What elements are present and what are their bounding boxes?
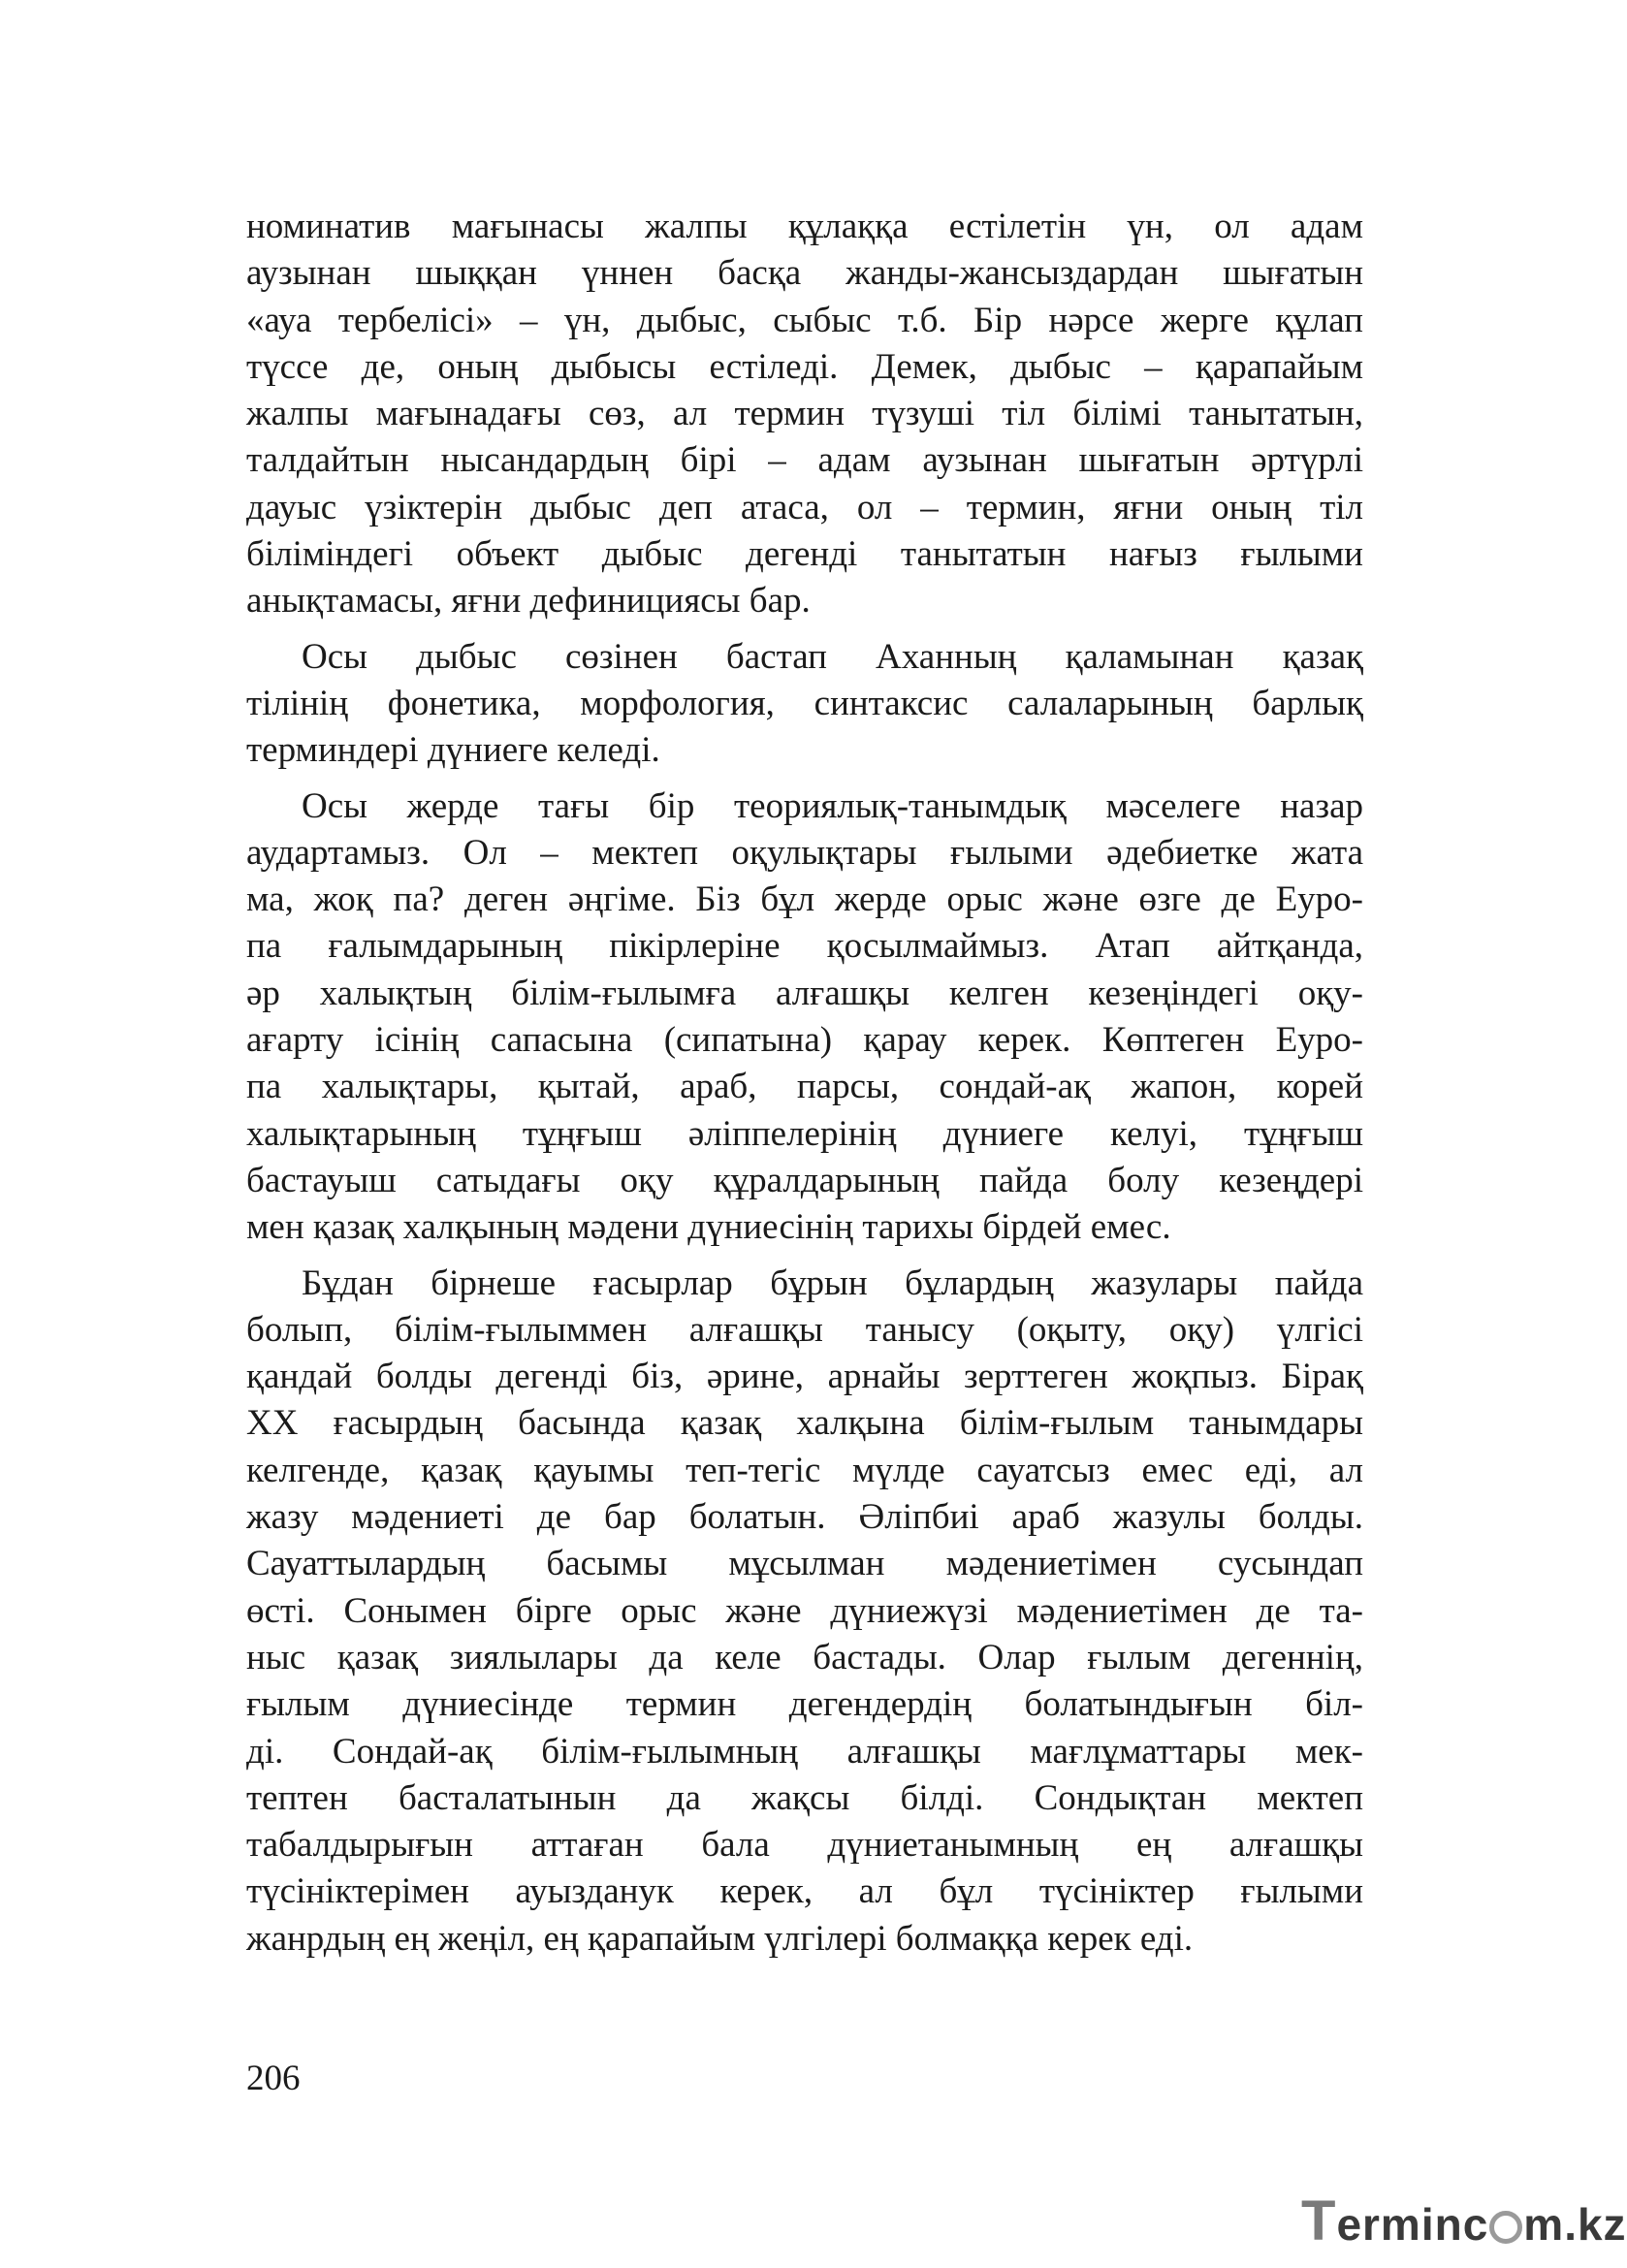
text-line: аудартамыз. Ол – мектеп оқулықтары ғылыми әдебиетке жата <box>246 832 1363 873</box>
text-line: тептен басталатынын да жақсы білді. Сондықтан мектеп <box>246 1777 1363 1818</box>
text-line: дауыс үзіктерін дыбыс деп атаса, ол – термин, яғни оның тіл <box>246 487 1363 527</box>
text-line: ХХ ғасырдың басында қазақ халқына білім-ғылым танымдары <box>246 1403 1363 1444</box>
text-line: ма, жоқ па? деген әңгіме. Біз бұл жерде орыс және өзге де Еуро- <box>246 879 1363 920</box>
text-line: түссе де, оның дыбысы естіледі. Демек, дыбыс – қарапайым <box>246 346 1363 387</box>
text-line: бастауыш сатыдағы оқу құралдарының пайда болу кезеңдері <box>246 1160 1363 1200</box>
text-line: жанрдың ең жеңіл, ең қарапайым үлгілері болмаққа керек еді. <box>246 1918 1194 1959</box>
text-line: жалпы мағынадағы сөз, ал термин түзуші тіл білімі танытатын, <box>246 394 1363 434</box>
text-line: номинатив мағынасы жалпы құлаққа естілетін үн, ол адам <box>246 207 1363 246</box>
text-line: халықтарының тұңғыш әліппелерінің дүниеге келуі, тұңғыш <box>246 1113 1363 1154</box>
text-line: болып, білім-ғылыммен алғашқы танысу (оқыту, оқу) үлгісі <box>246 1309 1363 1350</box>
text-line: ағарту ісінің сапасына (сипатына) қарау керек. Көптеген Еуро- <box>246 1020 1363 1061</box>
text-line: аузынан шыққан үннен басқа жанды-жансыздардан шығатын <box>246 253 1363 294</box>
text-line: қандай болды дегенді біз, әрине, арнайы зерттеген жоқпыз. Бірақ <box>246 1357 1363 1397</box>
text-line: Сауаттылардың басымы мұсылман мәдениетімен сусындап <box>246 1544 1363 1584</box>
watermark-ring-icon <box>1489 2211 1522 2244</box>
paragraph <box>246 204 1363 625</box>
text-line: па ғалымдарының пікірлеріне қосылмаймыз. Атап айтқанда, <box>246 926 1363 967</box>
text-line: ді. Сондай-ақ білім-ғылымның алғашқы мағлұматтары мек- <box>246 1731 1363 1772</box>
text-line: па халықтары, қытай, араб, парсы, сондай-ақ жапон, корей <box>246 1067 1363 1107</box>
text-line: өсті. Сонымен бірге орыс және дүниежүзі мәдениетімен де та- <box>246 1590 1363 1631</box>
text-line: әр халықтың білім-ғылымға алғашқы келген кезеңіндегі оқу- <box>246 973 1363 1013</box>
text-line: анықтамасы, яғни дефинициясы бар. <box>246 581 811 622</box>
paragraph <box>246 783 1363 1252</box>
text-line: Бұдан бірнеше ғасырлар бұрын бұлардың жазулары пайда <box>302 1262 1363 1303</box>
paragraph <box>246 1261 1363 1963</box>
text-line: тілінің фонетика, морфология, синтаксис салаларының барлық <box>246 683 1363 723</box>
text-line: Осы жерде тағы бір теориялық-танымдық мәселеге назар <box>302 785 1363 826</box>
text-line: жазу мәдениеті де бар болатын. Әліпбиі араб жазулы болды. <box>246 1497 1363 1538</box>
text-line: біліміндегі объект дыбыс дегенді танытатын нағыз ғылыми <box>246 534 1363 575</box>
text-line: ғылым дүниесінде термин дегендердің болатындығын біл- <box>246 1684 1363 1725</box>
text-line: мен қазақ халқының мәдени дүниесінің тарихы бірдей емес. <box>246 1207 1171 1248</box>
text-line: «ауа тербелісі» – үн, дыбыс, сыбыс т.б. Бір нәрсе жерге құлап <box>246 300 1363 340</box>
text-line: келгенде, қазақ қауымы теп-тегіс мүлде сауатсыз емес еді, ал <box>246 1450 1363 1490</box>
text-line: талдайтын нысандардың бірі – адам аузынан шығатын әртүрлі <box>246 440 1363 481</box>
termincom-watermark-logo <box>1301 2189 1627 2252</box>
watermark-initial: T <box>1301 2189 1337 2252</box>
paragraph <box>246 634 1363 775</box>
body-text <box>246 204 1363 1963</box>
text-line: табалдырығын аттаған бала дүниетанымның ең алғашқы <box>246 1825 1363 1866</box>
text-line: түсініктерімен ауызданук керек, ал бұл түсініктер ғылыми <box>246 1871 1363 1912</box>
watermark-text-start: erminc <box>1336 2199 1489 2250</box>
text-line: терминдері дүниеге келеді. <box>246 730 660 771</box>
page-number: 206 <box>246 2059 301 2098</box>
watermark-text-end: m.kz <box>1523 2199 1627 2250</box>
text-line: ныс қазақ зиялылары да келе бастады. Олар ғылым дегеннің, <box>246 1637 1363 1677</box>
text-line: Осы дыбыс сөзінен бастап Аханның қаламынан қазақ <box>302 636 1363 677</box>
